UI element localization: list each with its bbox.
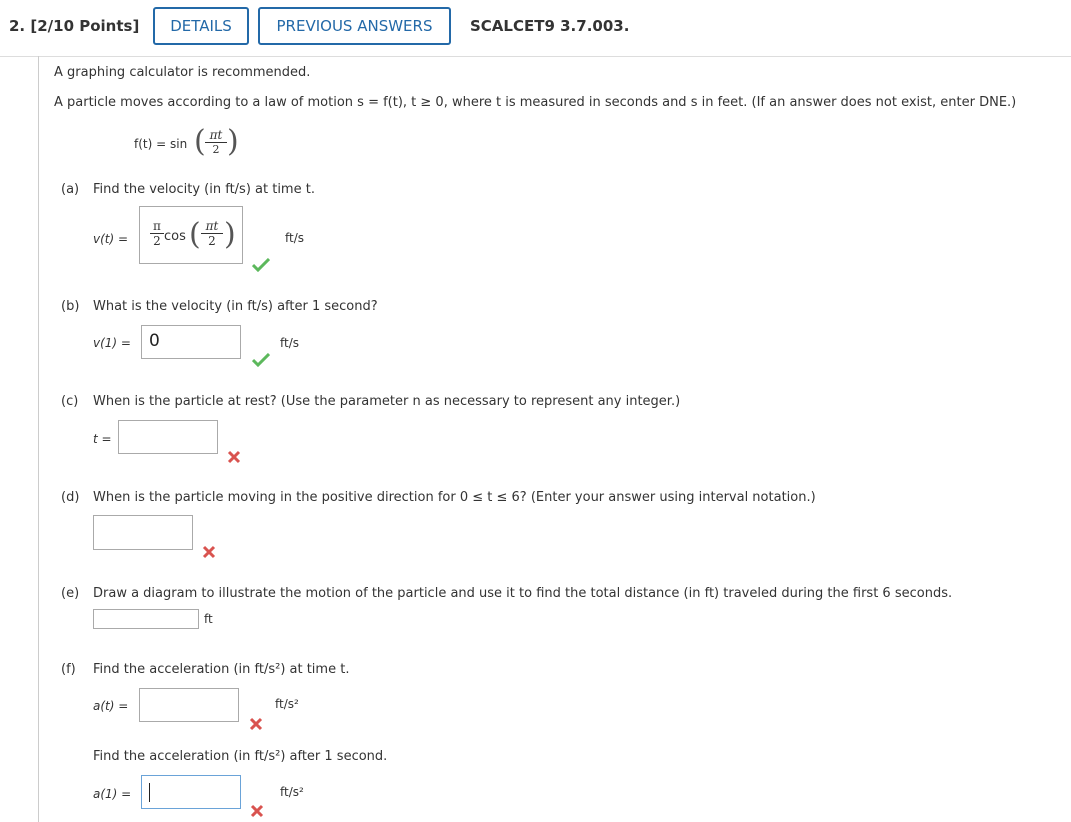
part-e-label: (e) [61,586,80,601]
part-a-unit: ft/s [285,231,305,245]
check-icon [252,353,270,367]
cross-icon [202,545,216,559]
coef-denominator: 2 [150,233,164,248]
previous-answers-button[interactable]: PREVIOUS ANSWERS [258,7,451,45]
question-header [0,0,1071,57]
part-c-prompt: When is the particle at rest? (Use the parameter n as necessary to represent any integer.) [93,394,681,409]
velocity-one-value: 0 [149,331,160,351]
part-f-label: (f) [61,662,76,677]
function-denominator: 2 [205,142,227,156]
part-f-var: a(t) = [93,699,129,713]
total-distance-input[interactable] [93,609,199,629]
part-b-var: v(1) = [93,336,131,350]
calculator-note: A graphing calculator is recommended. [54,65,311,80]
positive-direction-input[interactable] [93,515,193,550]
part-e-prompt: Draw a diagram to illustrate the motion of the particle and use it to find the total distance (in ft) traveled during the first 6 seconds. [93,586,953,601]
problem-statement: A particle moves according to a law of motion s = f(t), t ≥ 0, where t is measured in seconds and s in feet. (If an answer does not exist, enter DNE.) [54,95,1017,110]
arg-numerator: πt [205,219,219,233]
part-f-unit2: ft/s² [280,785,304,799]
paren-left: ( [194,124,206,159]
function-fraction [205,128,227,156]
part-d-prompt: When is the particle moving in the positive direction for 0 ≤ t ≤ 6? (Enter your answer using interval notation.) [93,490,816,505]
details-button[interactable]: DETAILS [153,7,249,45]
cross-icon [227,450,241,464]
cos-func: cos [164,229,186,244]
part-b-prompt: What is the velocity (in ft/s) after 1 second? [93,299,378,314]
part-a-prompt: Find the velocity (in ft/s) at time t. [93,182,315,197]
function-lhs: f(t) = sin [134,137,188,151]
arg-denominator: 2 [201,233,223,248]
part-a-var: v(t) = [93,232,129,246]
text-cursor [149,783,150,802]
arg-fraction [201,219,223,248]
paren-right: ) [227,124,239,159]
part-c-label: (c) [61,394,79,409]
part-e-unit: ft [204,612,213,626]
check-icon [252,258,270,272]
cross-icon [250,804,264,818]
part-b-label: (b) [61,299,80,314]
cross-icon [249,717,263,731]
acceleration-one-input[interactable] [141,775,241,809]
question-content [38,56,1071,822]
part-d-label: (d) [61,490,80,505]
velocity-one-input[interactable] [141,325,241,359]
cos-paren-left: ( [189,217,201,252]
part-a-label: (a) [61,182,80,197]
problem-code: SCALCET9 3.7.003. [470,17,630,35]
part-f-var2: a(1) = [93,787,132,801]
part-b-unit: ft/s [280,336,300,350]
function-numerator: πt [209,128,223,142]
cos-paren-right: ) [224,217,236,252]
part-f-prompt: Find the acceleration (in ft/s²) at time t. [93,662,350,677]
rest-time-input[interactable] [118,420,218,454]
coef-fraction [150,219,164,248]
part-f-unit: ft/s² [275,697,299,711]
part-c-var: t = [93,432,112,446]
question-number: 2. [2/10 Points] [9,17,140,35]
velocity-expression-input[interactable] [139,206,243,264]
acceleration-expression-input[interactable] [139,688,239,722]
coef-numerator: π [153,219,161,233]
part-f-prompt2: Find the acceleration (in ft/s²) after 1 second. [93,749,388,764]
